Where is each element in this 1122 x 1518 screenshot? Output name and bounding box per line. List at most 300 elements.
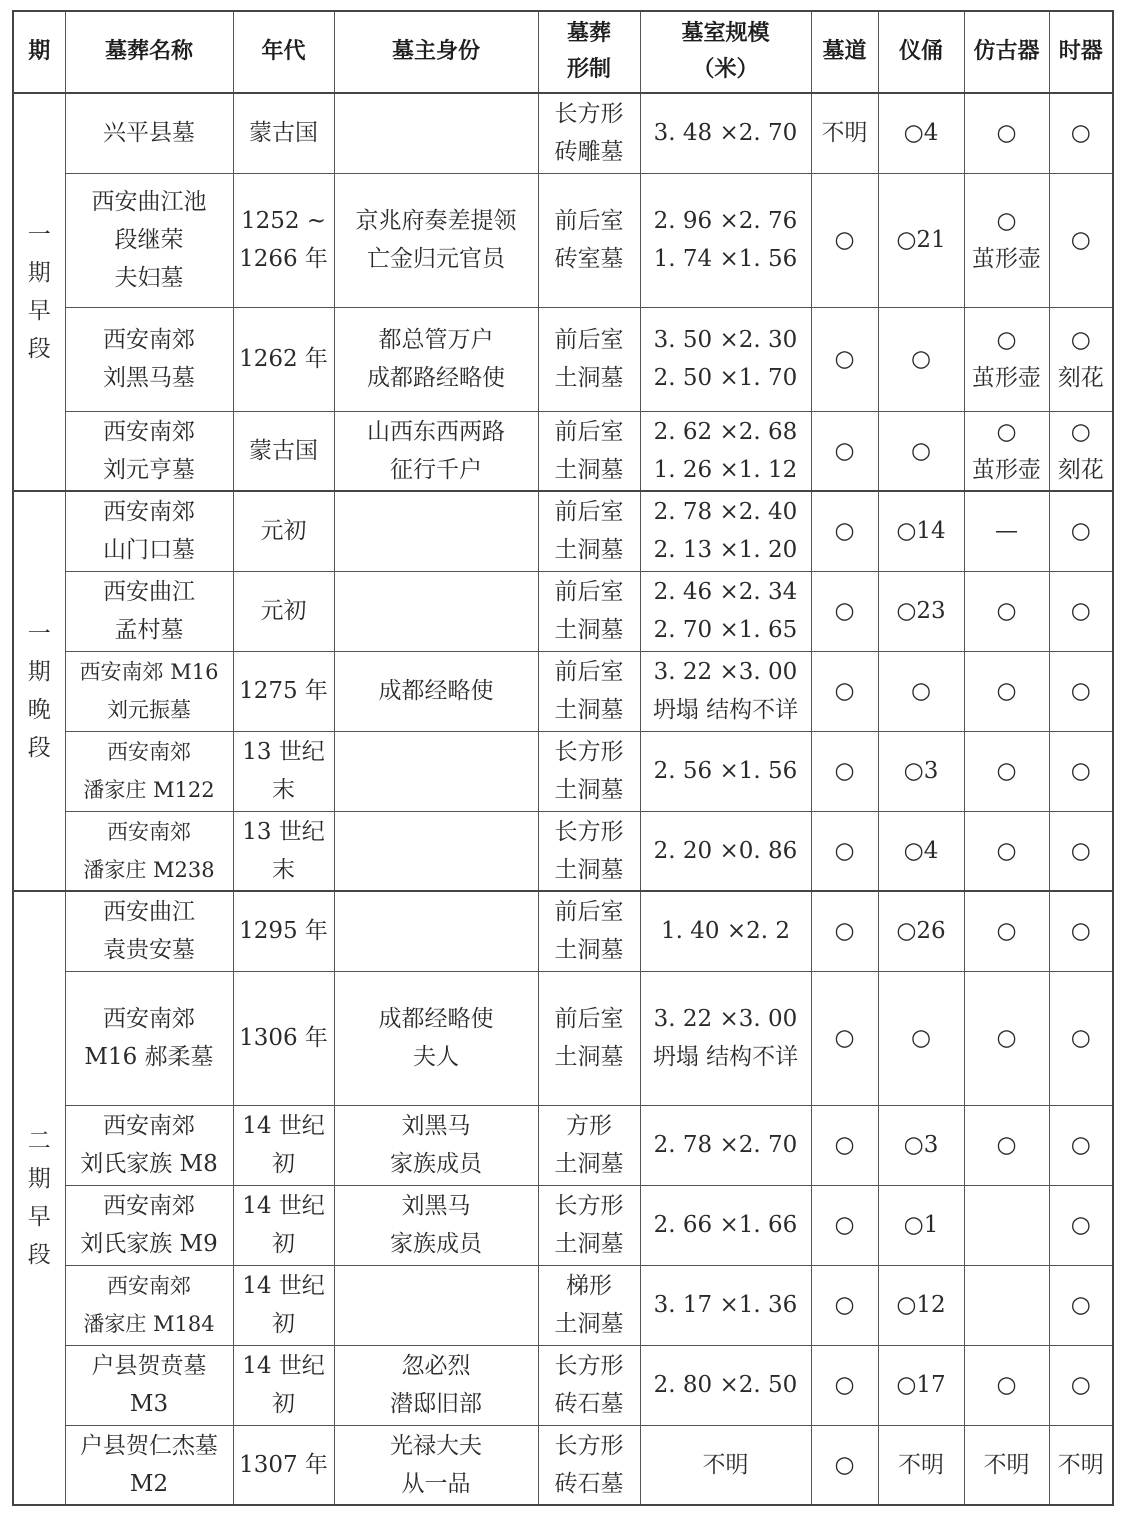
cell-owner xyxy=(334,811,538,891)
cell-line: ○ xyxy=(1070,758,1091,784)
cell-line: 梯形 xyxy=(566,1273,612,1299)
cell-line: ○ xyxy=(1070,327,1091,353)
cell-line: M3 xyxy=(129,1391,169,1417)
cell-passage: ○ xyxy=(811,811,878,891)
cell-contemporary xyxy=(1049,891,1113,971)
cell-line: 土洞墓 xyxy=(554,1231,624,1257)
cell-line: 元初 xyxy=(260,518,307,545)
cell-owner xyxy=(334,731,538,811)
cell-line: 段 xyxy=(27,735,51,761)
cell-line: 坍塌 结构不详 xyxy=(652,1044,799,1070)
cell-line: 长方形 xyxy=(554,1353,624,1379)
cell-line: 2. 80 ×2. 50 xyxy=(653,1372,798,1398)
cell-line: 2. 56 ×1. 56 xyxy=(653,758,798,784)
cell-passage: ○ xyxy=(811,1345,878,1425)
cell-line: 兴平县墓 xyxy=(103,120,195,147)
cell-era xyxy=(233,731,334,811)
cell-passage: ○ xyxy=(811,971,878,1105)
cell-imitation xyxy=(964,307,1049,411)
cell-name xyxy=(65,411,233,491)
cell-line: ○ xyxy=(1070,918,1091,945)
cell-era xyxy=(233,173,334,307)
cell-era xyxy=(233,1265,334,1345)
cell-line: ○ xyxy=(910,346,932,372)
table-row xyxy=(13,411,1113,491)
header-row xyxy=(13,11,1113,93)
cell-line: 西安曲江 xyxy=(103,899,195,926)
cell-figurines xyxy=(878,1265,964,1345)
cell-owner xyxy=(334,651,538,731)
cell-form xyxy=(538,173,640,307)
cell-line: 家族成员 xyxy=(390,1231,482,1257)
cell-figurines xyxy=(878,731,964,811)
cell-line: ○ xyxy=(1070,518,1091,545)
cell-line: 1262 年 xyxy=(239,346,328,372)
cell-line: 茧形壶 xyxy=(972,246,1041,272)
cell-line: 西安南郊 xyxy=(103,1006,195,1032)
cell-imitation xyxy=(964,93,1049,173)
cell-era xyxy=(233,93,334,173)
cell-form xyxy=(538,811,640,891)
cell-line: 3. 22 ×3. 00 xyxy=(653,1006,798,1032)
table-row xyxy=(13,571,1113,651)
cell-line: ○3 xyxy=(903,758,939,784)
cell-line: ○12 xyxy=(896,1292,946,1318)
cell-line: 土洞墓 xyxy=(554,1311,624,1337)
cell-line: 一 xyxy=(27,621,51,647)
cell-line: ○ xyxy=(1070,1132,1091,1158)
cell-size xyxy=(640,173,811,307)
cell-owner xyxy=(334,1345,538,1425)
cell-imitation xyxy=(964,1345,1049,1425)
cell-passage: ○ xyxy=(811,651,878,731)
cell-line: 孟村墓 xyxy=(114,617,184,643)
cell-era xyxy=(233,411,334,491)
cell-owner xyxy=(334,1185,538,1265)
cell-name xyxy=(65,1265,233,1345)
cell-line: 成都经略使 xyxy=(378,1006,494,1032)
cell-line: M16 郝柔墓 xyxy=(84,1044,214,1070)
cell-form xyxy=(538,491,640,571)
cell-line: 户县贺仁杰墓 xyxy=(80,1432,218,1459)
cell-line: 光禄大夫 xyxy=(390,1432,482,1459)
cell-line: ○ xyxy=(996,837,1017,864)
header-passage: 墓道 xyxy=(811,11,878,93)
table-row xyxy=(13,971,1113,1105)
cell-name xyxy=(65,811,233,891)
cell-line: 不明 xyxy=(1057,1451,1104,1478)
cell-line: 土洞墓 xyxy=(554,1151,624,1177)
cell-line: 山西东西两路 xyxy=(367,418,505,445)
cell-line: 刘黑马墓 xyxy=(103,365,195,391)
cell-line: 潘家庄 M238 xyxy=(83,857,215,882)
cell-line: 刘元振墓 xyxy=(107,698,191,722)
cell-line: 末 xyxy=(272,856,295,883)
cell-size xyxy=(640,731,811,811)
cell-form xyxy=(538,411,640,491)
cell-line: 忽必烈 xyxy=(401,1353,471,1379)
cell-line: ○4 xyxy=(903,837,939,864)
cell-line: 土洞墓 xyxy=(554,1044,624,1070)
cell-line: ○ xyxy=(910,437,932,464)
cell-figurines xyxy=(878,1185,964,1265)
cell-era xyxy=(233,491,334,571)
cell-imitation xyxy=(964,971,1049,1105)
cell-line: 刘氏家族 M8 xyxy=(80,1151,218,1177)
cell-line: 夫人 xyxy=(413,1044,459,1070)
cell-name xyxy=(65,1345,233,1425)
cell-line: 1. 40 ×2. 2 xyxy=(661,918,790,945)
cell-form xyxy=(538,93,640,173)
cell-passage: ○ xyxy=(811,1105,878,1185)
cell-line: 土洞墓 xyxy=(554,537,624,564)
cell-line: ○ xyxy=(910,678,932,704)
cell-name xyxy=(65,1105,233,1185)
cell-size xyxy=(640,651,811,731)
cell-owner xyxy=(334,411,538,491)
cell-line: 砖室墓 xyxy=(554,246,624,272)
cell-passage: ○ xyxy=(811,173,878,307)
cell-line: ○ xyxy=(996,1025,1017,1051)
cell-line: ○17 xyxy=(896,1372,946,1398)
cell-line: 初 xyxy=(272,1151,295,1177)
tomb-table xyxy=(12,10,1114,1506)
cell-line: 不明 xyxy=(702,1451,749,1478)
cell-owner xyxy=(334,571,538,651)
cell-passage: ○ xyxy=(811,1185,878,1265)
cell-line: ○1 xyxy=(903,1212,939,1238)
cell-line: 西安南郊 xyxy=(107,819,191,844)
cell-name xyxy=(65,307,233,411)
cell-name xyxy=(65,93,233,173)
cell-era xyxy=(233,307,334,411)
cell-line: 1252 ~ xyxy=(240,208,327,234)
cell-line: 2. 78 ×2. 40 xyxy=(653,499,798,526)
cell-line: 2. 46 ×2. 34 xyxy=(653,579,798,605)
cell-name xyxy=(65,571,233,651)
cell-era xyxy=(233,811,334,891)
header-owner xyxy=(334,11,538,93)
cell-line: 段 xyxy=(27,336,51,362)
cell-line: 土洞墓 xyxy=(554,617,624,643)
cell-line: ○ xyxy=(996,418,1017,445)
cell-size xyxy=(640,491,811,571)
cell-contemporary xyxy=(1049,731,1113,811)
cell-line: 前后室 xyxy=(554,1006,624,1032)
cell-era xyxy=(233,1345,334,1425)
cell-form xyxy=(538,1265,640,1345)
cell-era xyxy=(233,1185,334,1265)
cell-line: ○ xyxy=(996,327,1017,353)
cell-line: ○26 xyxy=(896,918,946,945)
cell-form xyxy=(538,1105,640,1185)
cell-size xyxy=(640,307,811,411)
cell-passage: ○ xyxy=(811,731,878,811)
cell-line: （米） xyxy=(692,57,759,82)
cell-form xyxy=(538,307,640,411)
cell-size xyxy=(640,1265,811,1345)
cell-line: 14 世纪 xyxy=(242,1113,325,1139)
cell-line: 西安南郊 xyxy=(107,1274,191,1298)
cell-line: ○ xyxy=(1070,418,1091,445)
cell-passage: ○ xyxy=(811,411,878,491)
cell-line: 段继荣 xyxy=(114,227,184,253)
table-row xyxy=(13,93,1113,173)
cell-line: 京兆府奏差提领 xyxy=(355,208,517,234)
cell-line: 2. 62 ×2. 68 xyxy=(653,418,798,445)
cell-line: 方形 xyxy=(566,1113,612,1139)
cell-contemporary xyxy=(1049,1105,1113,1185)
cell-size xyxy=(640,1185,811,1265)
cell-passage: ○ xyxy=(811,307,878,411)
cell-owner xyxy=(334,307,538,411)
cell-line: 长方形 xyxy=(554,1432,624,1459)
cell-line: ○ xyxy=(1070,227,1091,253)
cell-owner xyxy=(334,491,538,571)
cell-passage: ○ xyxy=(811,571,878,651)
cell-figurines xyxy=(878,307,964,411)
cell-line: ○ xyxy=(1070,837,1091,864)
cell-line: 家族成员 xyxy=(390,1151,482,1177)
cell-owner xyxy=(334,93,538,173)
cell-line: 二 xyxy=(27,1128,51,1154)
cell-passage: ○ xyxy=(811,1265,878,1345)
cell-line: 亡金归元官员 xyxy=(367,246,505,272)
cell-contemporary xyxy=(1049,651,1113,731)
cell-line: ○ xyxy=(996,1372,1017,1398)
cell-line: 不明 xyxy=(898,1451,944,1478)
period-p2-early xyxy=(13,891,65,1505)
cell-imitation xyxy=(964,411,1049,491)
cell-line: 1275 年 xyxy=(239,678,328,704)
cell-figurines xyxy=(878,173,964,307)
cell-imitation xyxy=(964,731,1049,811)
cell-size xyxy=(640,971,811,1105)
cell-size xyxy=(640,1345,811,1425)
cell-imitation xyxy=(964,571,1049,651)
cell-name xyxy=(65,971,233,1105)
cell-figurines xyxy=(878,93,964,173)
cell-figurines xyxy=(878,411,964,491)
cell-line: 刘元亨墓 xyxy=(103,456,195,483)
cell-owner xyxy=(334,1425,538,1505)
cell-line: 刻花 xyxy=(1057,456,1104,483)
cell-line: ○ xyxy=(1070,1025,1091,1051)
period-p1-late xyxy=(13,491,65,891)
header-size xyxy=(640,11,811,93)
cell-line: 晚 xyxy=(27,697,51,723)
cell-line: 长方形 xyxy=(554,1193,624,1219)
cell-contemporary xyxy=(1049,571,1113,651)
cell-line: 都总管万户 xyxy=(378,327,494,353)
cell-contemporary xyxy=(1049,93,1113,173)
cell-line: 早 xyxy=(27,1204,51,1230)
cell-size xyxy=(640,1425,811,1505)
cell-era xyxy=(233,651,334,731)
cell-line: 一 xyxy=(27,222,51,248)
cell-line: ○ xyxy=(1070,1292,1091,1318)
cell-form xyxy=(538,571,640,651)
cell-form xyxy=(538,651,640,731)
cell-line: 3. 17 ×1. 36 xyxy=(653,1292,798,1318)
cell-line: ○14 xyxy=(896,518,946,545)
cell-imitation xyxy=(964,1185,1049,1265)
cell-line: 期 xyxy=(27,659,51,685)
table-row xyxy=(13,491,1113,571)
cell-line: 2. 96 ×2. 76 xyxy=(653,208,798,234)
cell-era xyxy=(233,571,334,651)
cell-line: 西安南郊 xyxy=(103,327,195,353)
cell-line: 长方形 xyxy=(554,818,624,845)
cell-passage: 不明 xyxy=(811,93,878,173)
cell-line: ○ xyxy=(996,208,1017,234)
cell-form xyxy=(538,1425,640,1505)
table-row xyxy=(13,307,1113,411)
cell-line: 2. 50 ×1. 70 xyxy=(653,365,798,391)
header-imitation: 仿古器 xyxy=(964,11,1049,93)
cell-imitation xyxy=(964,651,1049,731)
cell-line: ○ xyxy=(1070,1372,1091,1398)
cell-line: 前后室 xyxy=(554,899,624,926)
cell-line: ○ xyxy=(996,1132,1017,1158)
cell-line: 前后室 xyxy=(554,208,624,234)
cell-line: 刘黑马 xyxy=(401,1193,471,1219)
header-contemporary: 时器 xyxy=(1049,11,1113,93)
cell-line: 征行千户 xyxy=(390,456,482,483)
cell-passage: ○ xyxy=(811,1425,878,1505)
cell-line: 西安南郊 xyxy=(107,740,191,764)
cell-line: ○ xyxy=(1070,598,1091,624)
cell-line: ○ xyxy=(1070,678,1091,704)
cell-size xyxy=(640,891,811,971)
cell-contemporary xyxy=(1049,1345,1113,1425)
cell-line: 土洞墓 xyxy=(554,365,624,391)
cell-line: 坍塌 结构不详 xyxy=(652,697,799,723)
cell-name xyxy=(65,173,233,307)
cell-form xyxy=(538,1185,640,1265)
cell-figurines xyxy=(878,811,964,891)
cell-passage: ○ xyxy=(811,491,878,571)
cell-line: 元初 xyxy=(260,598,307,624)
cell-line: 1306 年 xyxy=(239,1025,328,1051)
cell-owner xyxy=(334,1105,538,1185)
cell-figurines xyxy=(878,571,964,651)
header-name: 墓葬名称 xyxy=(65,11,233,93)
cell-line: 1295 年 xyxy=(239,918,328,945)
cell-era xyxy=(233,1425,334,1505)
cell-line: 砖石墓 xyxy=(554,1470,624,1497)
cell-line: 3. 48 ×2. 70 xyxy=(653,120,798,147)
cell-imitation xyxy=(964,1425,1049,1505)
cell-line: 成都经略使 xyxy=(378,678,494,704)
cell-line: 西安南郊 xyxy=(103,1113,195,1139)
header-period: 期 xyxy=(13,11,65,93)
cell-line: 刘氏家族 M9 xyxy=(80,1231,218,1257)
cell-contemporary xyxy=(1049,491,1113,571)
cell-line: 段 xyxy=(27,1242,51,1268)
cell-name xyxy=(65,891,233,971)
cell-owner xyxy=(334,1265,538,1345)
cell-line: 夫妇墓 xyxy=(114,265,184,291)
cell-line: ○ xyxy=(996,678,1017,704)
cell-size xyxy=(640,411,811,491)
cell-line: 山门口墓 xyxy=(103,537,195,564)
table-row xyxy=(13,1185,1113,1265)
cell-line: M2 xyxy=(129,1470,169,1497)
cell-contemporary xyxy=(1049,1265,1113,1345)
cell-line: 前后室 xyxy=(554,579,624,605)
table-row xyxy=(13,811,1113,891)
cell-line: 西安南郊 xyxy=(103,1193,195,1219)
cell-line: ○21 xyxy=(896,227,946,253)
table-body xyxy=(13,93,1113,1505)
cell-line: 2. 70 ×1. 65 xyxy=(653,617,798,643)
cell-line: 末 xyxy=(272,777,295,803)
cell-era xyxy=(233,1105,334,1185)
cell-name xyxy=(65,1185,233,1265)
table-row xyxy=(13,891,1113,971)
cell-line: 13 世纪 xyxy=(242,818,325,845)
cell-line: 14 世纪 xyxy=(242,1193,325,1219)
cell-line: ○ xyxy=(996,120,1017,147)
cell-imitation xyxy=(964,173,1049,307)
cell-imitation xyxy=(964,811,1049,891)
cell-passage: ○ xyxy=(811,891,878,971)
cell-form xyxy=(538,731,640,811)
cell-line: 14 世纪 xyxy=(242,1273,325,1299)
cell-line: ○23 xyxy=(896,598,946,624)
cell-line: ○ xyxy=(996,758,1017,784)
cell-era xyxy=(233,891,334,971)
header-figurines: 仪俑 xyxy=(878,11,964,93)
cell-line: 初 xyxy=(272,1311,295,1337)
cell-line: 土洞墓 xyxy=(554,777,624,803)
cell-imitation xyxy=(964,891,1049,971)
cell-owner xyxy=(334,173,538,307)
cell-line: 西安曲江 xyxy=(103,579,195,605)
cell-figurines xyxy=(878,891,964,971)
cell-line: 茧形壶 xyxy=(972,365,1041,391)
cell-line: 刘黑马 xyxy=(401,1113,471,1139)
cell-line: 成都路经略使 xyxy=(367,365,505,391)
cell-line: 土洞墓 xyxy=(554,697,624,723)
cell-figurines xyxy=(878,1345,964,1425)
cell-line: 13 世纪 xyxy=(242,739,325,765)
cell-line: 土洞墓 xyxy=(554,856,624,883)
cell-line: — xyxy=(995,518,1018,545)
table-row xyxy=(13,173,1113,307)
cell-line: ○ xyxy=(1070,1212,1091,1238)
cell-size xyxy=(640,811,811,891)
cell-line: 长方形 xyxy=(554,101,624,128)
cell-line: ○ xyxy=(996,598,1017,624)
period-p1-early xyxy=(13,93,65,491)
cell-line: ○ xyxy=(910,1025,932,1051)
cell-line: 前后室 xyxy=(554,499,624,526)
cell-line: ○3 xyxy=(903,1132,939,1158)
table-row xyxy=(13,651,1113,731)
cell-contemporary xyxy=(1049,173,1113,307)
cell-line: 刻花 xyxy=(1057,365,1104,391)
cell-line: 墓主身份 xyxy=(391,39,480,64)
cell-size xyxy=(640,93,811,173)
cell-line: 1266 年 xyxy=(239,246,328,272)
cell-form xyxy=(538,971,640,1105)
cell-line: 潜邸旧部 xyxy=(390,1391,482,1417)
cell-line: 1. 74 ×1. 56 xyxy=(653,246,798,272)
cell-line: 墓葬 xyxy=(566,21,611,46)
cell-line: 茧形壶 xyxy=(972,456,1041,483)
